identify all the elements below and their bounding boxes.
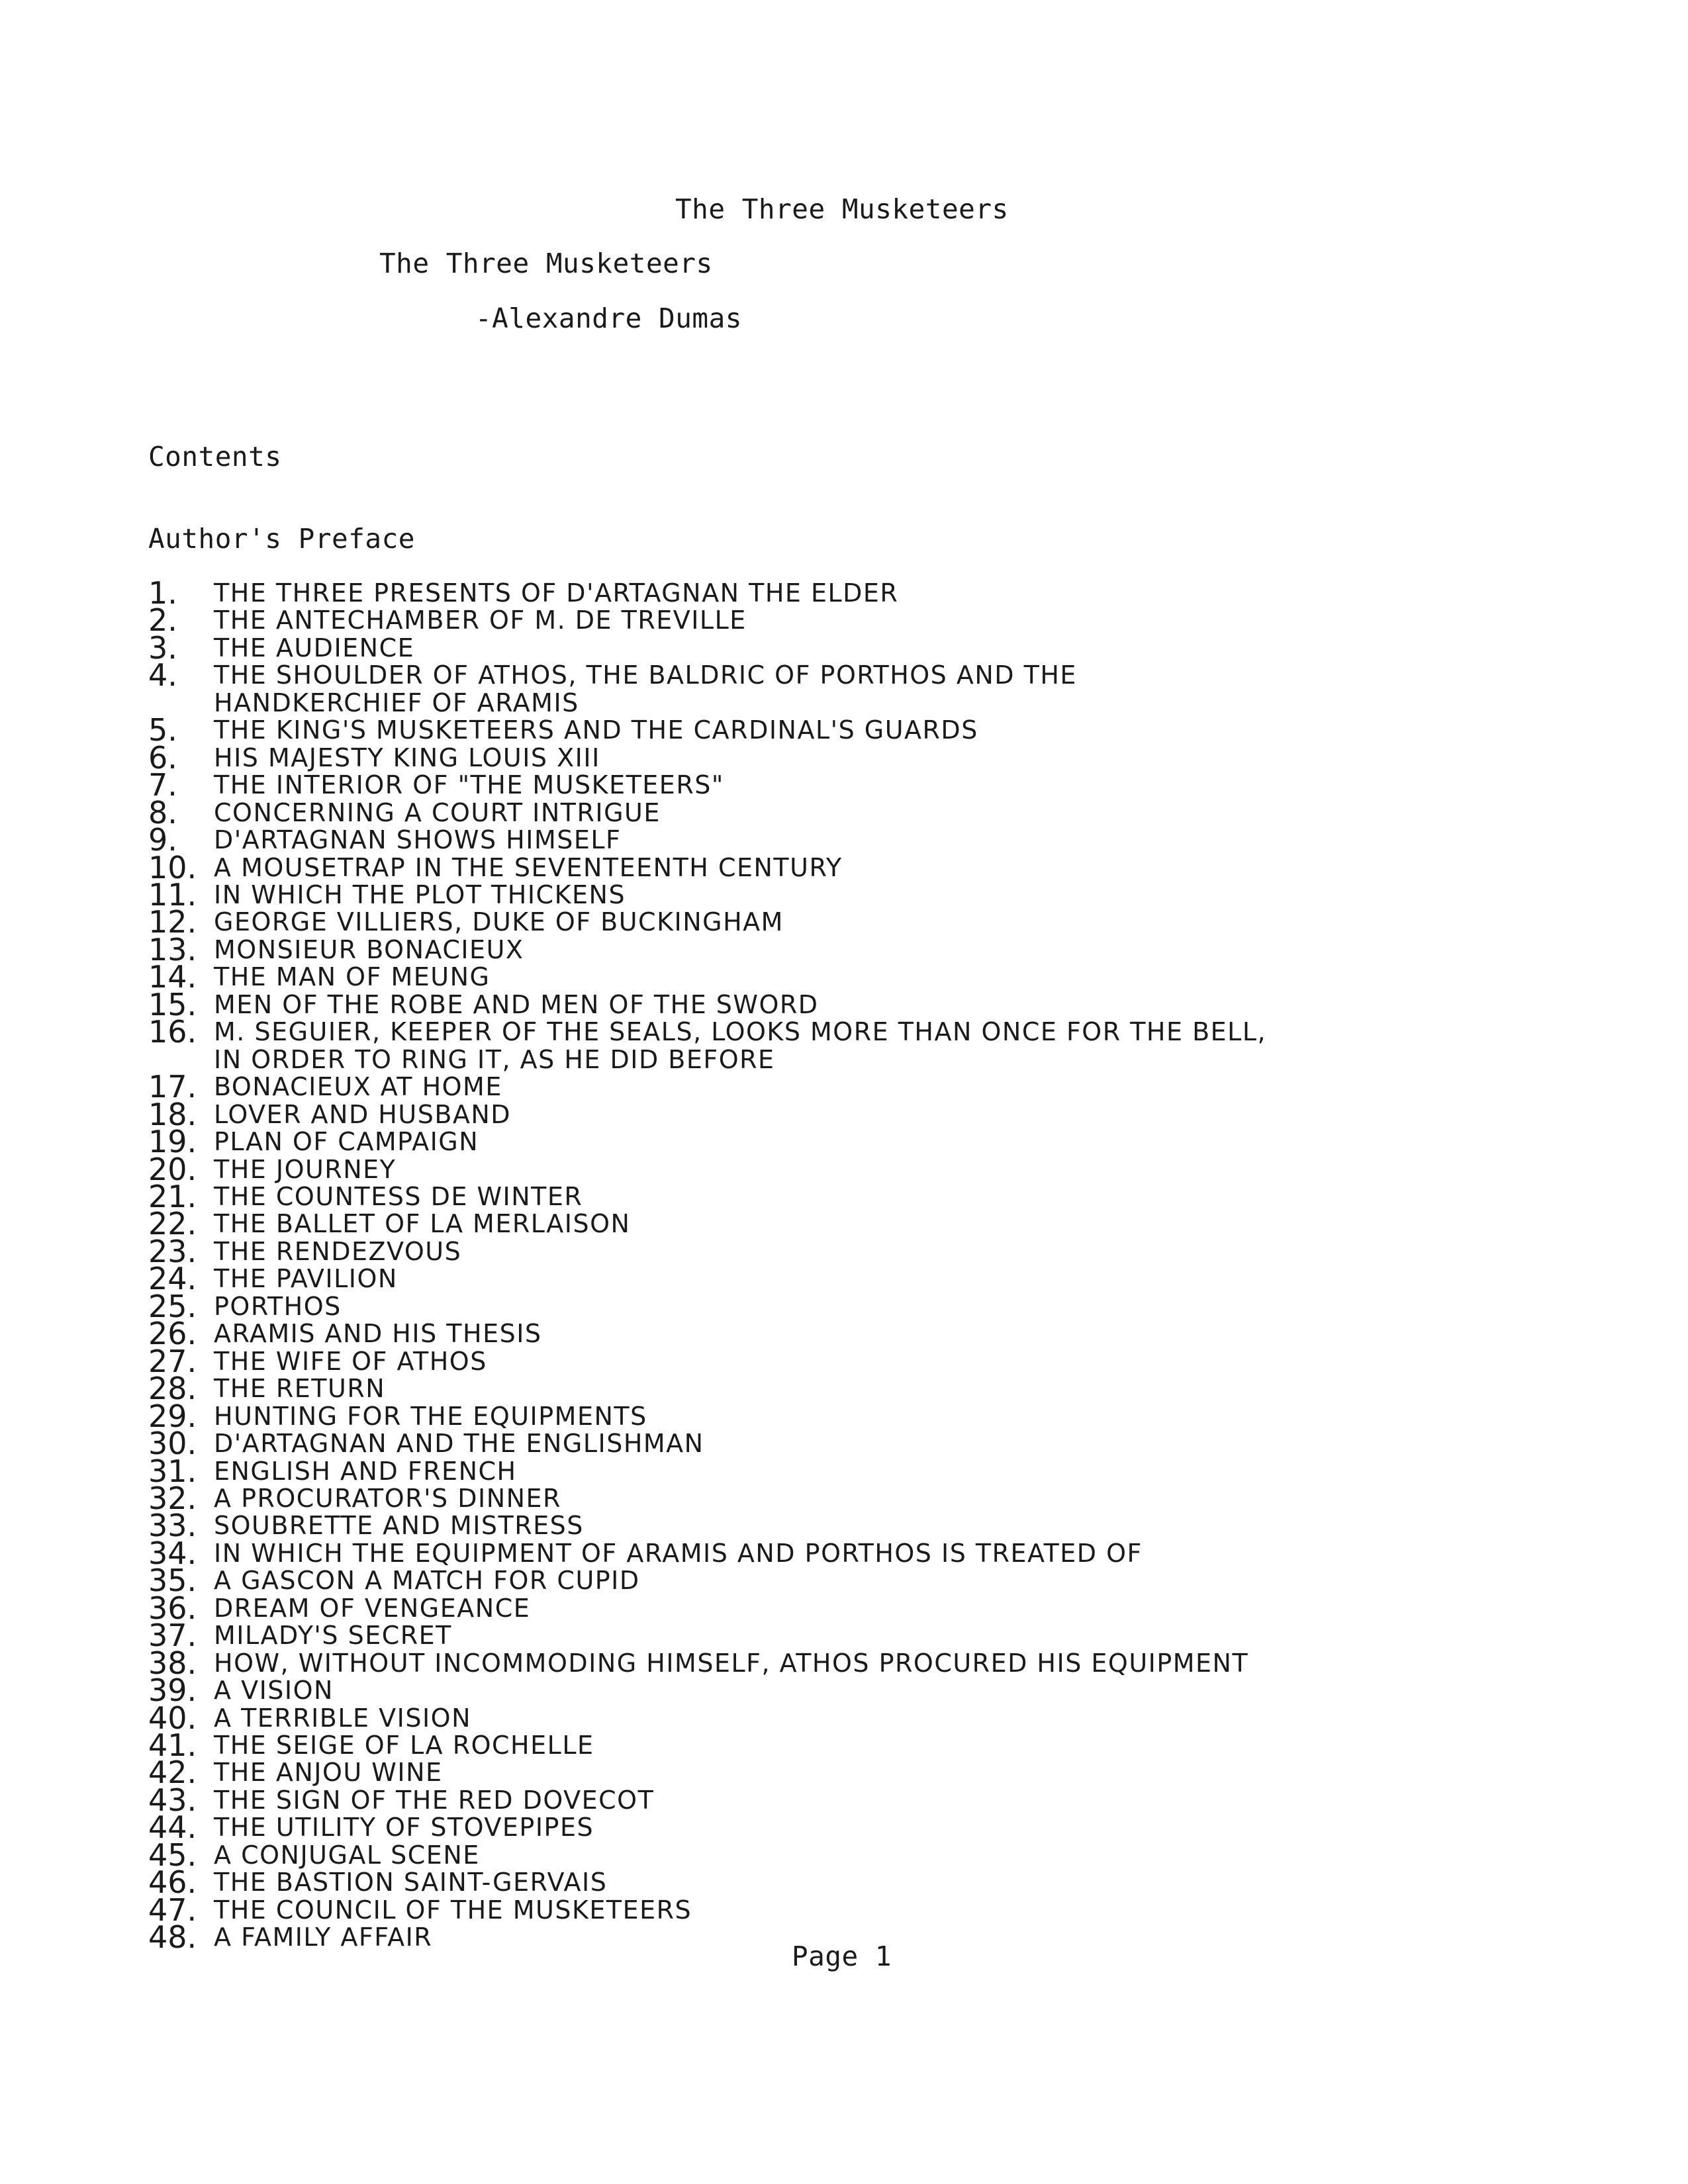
toc-item-title-line: D'ARTAGNAN SHOWS HIMSELF (214, 825, 622, 855)
toc-item-title-line: THE BALLET OF LA MERLAISON (214, 1209, 631, 1239)
toc-item (148, 1672, 1266, 1709)
toc-item-title-line: HUNTING FOR THE EQUIPMENTS (214, 1401, 647, 1431)
toc-item (148, 1371, 1266, 1407)
toc-item-title (214, 772, 724, 799)
toc-item (148, 1837, 1266, 1873)
toc-item-number: 17. (148, 1069, 197, 1105)
toc-item-title-line: THE COUNCIL OF THE MUSKETEERS (214, 1895, 692, 1925)
toc-item-title-line: THE THREE PRESENTS OF D'ARTAGNAN THE ELDER (214, 578, 899, 608)
toc-item-title-line: A FAMILY AFFAIR (214, 1923, 433, 1952)
toc-item-title-line: DREAM OF VENGEANCE (214, 1593, 531, 1623)
toc-item-number: 41. (148, 1727, 197, 1764)
toc-item (148, 876, 1266, 913)
toc-item-number: 28. (148, 1371, 197, 1407)
toc-item-number: 44. (148, 1809, 197, 1846)
toc-item-number: 47. (148, 1891, 197, 1928)
toc-item (148, 1178, 1266, 1214)
toc-item-title (214, 1677, 334, 1704)
toc-item-title-line: THE BASTION SAINT-GERVAIS (214, 1868, 608, 1897)
toc-item-title-line: HANDKERCHIEF OF ARAMIS (214, 688, 579, 717)
toc-item (148, 657, 1266, 717)
toc-item-title (214, 662, 1077, 717)
contents-heading: Contents (148, 441, 282, 473)
toc-item-title-line: PLAN OF CAMPAIGN (214, 1127, 479, 1157)
toc-item-number: 22. (148, 1206, 197, 1242)
toc-item-title-line: ARAMIS AND HIS THESIS (214, 1319, 542, 1349)
toc-item-title-line: THE RENDEZVOUS (214, 1236, 462, 1266)
toc-item-title-line: THE SEIGE OF LA ROCHELLE (214, 1731, 594, 1760)
toc-item-title-line: IN WHICH THE PLOT THICKENS (214, 880, 626, 909)
toc-item-title (214, 1101, 511, 1128)
toc-item (148, 575, 1266, 611)
toc-item-title-line: THE PAVILION (214, 1264, 398, 1294)
toc-item (148, 1617, 1266, 1654)
toc-item (148, 986, 1266, 1023)
toc-item-title (214, 1320, 542, 1347)
toc-item-title (214, 1375, 385, 1402)
toc-item (148, 1563, 1266, 1599)
toc-item-number: 20. (148, 1151, 197, 1187)
toc-item-number: 9. (148, 822, 177, 858)
toc-item-number: 13. (148, 931, 197, 968)
toc-item (148, 1453, 1266, 1489)
toc-item-title-line: A CONJUGAL SCENE (214, 1840, 480, 1870)
toc-item (148, 1096, 1266, 1132)
toc-item-title-line: THE JOURNEY (214, 1154, 397, 1184)
toc-item-title (214, 854, 843, 882)
toc-item-title (214, 1403, 647, 1430)
toc-item-title (214, 1265, 398, 1293)
toc-item-title (214, 1512, 584, 1539)
toc-item (148, 767, 1266, 803)
toc-item-number: 16. (148, 1014, 197, 1050)
toc-item-title (214, 1814, 594, 1841)
toc-item-title-line: THE UTILITY OF STOVEPIPES (214, 1813, 594, 1843)
toc-item-title (214, 909, 784, 936)
toc-item (148, 1590, 1266, 1626)
running-header-title: The Three Musketeers (675, 193, 1009, 225)
toc-item-number: 39. (148, 1672, 197, 1709)
toc-item (148, 1754, 1266, 1791)
toc-item (148, 1316, 1266, 1352)
toc-item-title-line: THE MAN OF MEUNG (214, 962, 491, 992)
toc-item-title-line: MONSIEUR BONACIEUX (214, 934, 524, 964)
toc-item-title-line: THE ANJOU WINE (214, 1758, 443, 1788)
toc-item (148, 1014, 1267, 1074)
toc-item-title-line: HIS MAJESTY KING LOUIS XIII (214, 743, 600, 772)
toc-item (148, 904, 1266, 940)
toc-item-title (214, 1183, 583, 1210)
toc-item-title-line: A MOUSETRAP IN THE SEVENTEENTH CENTURY (214, 852, 843, 882)
toc-item-number: 34. (148, 1535, 197, 1571)
toc-item-number: 38. (148, 1645, 197, 1681)
toc-item-number: 8. (148, 794, 177, 831)
toc-item-title-line: M. SEGUIER, KEEPER OF THE SEALS, LOOKS MORE THAN ONCE FOR THE BELL, (214, 1017, 1267, 1047)
toc-item-title (214, 1787, 654, 1814)
page-number: Page 1 (792, 1940, 892, 1972)
toc-item-number: 3. (148, 629, 177, 666)
toc-item-title-line: MEN OF THE ROBE AND MEN OF THE SWORD (214, 989, 819, 1019)
toc-item-title-line: ENGLISH AND FRENCH (214, 1456, 517, 1486)
toc-item-number: 43. (148, 1782, 197, 1818)
toc-item-title-line: GEORGE VILLIERS, DUKE OF BUCKINGHAM (214, 907, 784, 937)
toc-item-number: 11. (148, 876, 197, 913)
toc-item-title (214, 1128, 479, 1156)
toc-item (148, 1151, 1266, 1187)
toc-item (148, 1645, 1266, 1681)
toc-item-title (214, 799, 661, 827)
toc-item-number: 36. (148, 1590, 197, 1626)
toc-item-title (214, 1238, 461, 1265)
toc-item (148, 1288, 1266, 1324)
toc-item-number: 6. (148, 739, 177, 776)
toc-item-title-line: THE ANTECHAMBER OF M. DE TREVILLE (214, 606, 747, 635)
toc-item-title (214, 1732, 594, 1759)
toc-item-number: 46. (148, 1864, 197, 1901)
toc-item-title (214, 1924, 432, 1951)
toc-item-title (214, 1567, 640, 1594)
toc-item-title (214, 1842, 480, 1869)
toc-item-title (214, 1073, 502, 1101)
toc-item-title (214, 1210, 630, 1238)
toc-item-title-line: D'ARTAGNAN AND THE ENGLISHMAN (214, 1429, 704, 1459)
toc-item-number: 4. (148, 657, 177, 694)
toc-item-title (214, 717, 978, 744)
toc-item (148, 1233, 1266, 1269)
toc-item-title-line: MILADY'S SECRET (214, 1621, 452, 1651)
toc-item (148, 1124, 1266, 1160)
toc-item-title-line: THE AUDIENCE (214, 633, 415, 662)
toc-item (148, 1782, 1266, 1818)
toc-item-title (214, 1759, 443, 1786)
toc-item-number: 27. (148, 1343, 197, 1379)
toc-item (148, 629, 1266, 666)
toc-item (148, 1206, 1266, 1242)
toc-item-title (214, 1650, 1248, 1677)
preface-entry: Author's Preface (148, 523, 415, 555)
toc-item-number: 1. (148, 575, 177, 611)
toc-item-number: 15. (148, 986, 197, 1023)
toc-item-number: 5. (148, 712, 177, 749)
toc-item-number: 31. (148, 1453, 197, 1489)
toc-item (148, 931, 1266, 968)
toc-item-title (214, 635, 414, 662)
toc-item-title-line: A PROCURATOR'S DINNER (214, 1483, 561, 1513)
toc-item-title-line: SOUBRETTE AND MISTRESS (214, 1511, 584, 1541)
toc-item-title-line: THE RETURN (214, 1374, 386, 1404)
toc-item-title-line: THE SHOULDER OF ATHOS, THE BALDRIC OF PORTHOS AND THE (214, 660, 1077, 690)
toc-item (148, 1809, 1266, 1846)
toc-item-title (214, 936, 524, 964)
toc-item (148, 1343, 1266, 1379)
toc-item-title-line: IN ORDER TO RING IT, AS HE DID BEFORE (214, 1044, 775, 1074)
toc-item-number: 23. (148, 1233, 197, 1269)
toc-item-number: 48. (148, 1919, 197, 1956)
toc-item-number: 21. (148, 1178, 197, 1214)
toc-item (148, 1069, 1266, 1105)
toc-item (148, 1398, 1266, 1434)
toc-item (148, 739, 1266, 776)
toc-item (148, 849, 1266, 886)
toc-item-title (214, 1019, 1266, 1073)
toc-item (148, 959, 1266, 995)
toc-item-number: 33. (148, 1508, 197, 1544)
toc-item-title-line: IN WHICH THE EQUIPMENT OF ARAMIS AND PORTHOS IS TREATED OF (214, 1538, 1143, 1568)
toc-item (148, 1535, 1266, 1571)
toc-item-number: 42. (148, 1754, 197, 1791)
toc-item-number: 32. (148, 1480, 197, 1516)
toc-item-number: 26. (148, 1316, 197, 1352)
toc-item-number: 30. (148, 1426, 197, 1462)
toc-item-title (214, 1156, 396, 1183)
toc-item-title (214, 1485, 561, 1512)
toc-item-title (214, 1458, 517, 1485)
toc-item-title (214, 1595, 530, 1622)
toc-item-title-line: THE KING'S MUSKETEERS AND THE CARDINAL'S GUARDS (214, 715, 978, 745)
toc-item-title-line: THE SIGN OF THE RED DOVECOT (214, 1785, 655, 1815)
toc-item (148, 1426, 1266, 1462)
document-title: The Three Musketeers (379, 248, 713, 279)
toc-item-number: 14. (148, 959, 197, 995)
toc-item (148, 1480, 1266, 1516)
toc-item (148, 712, 1266, 749)
document-author: -Alexandre Dumas (475, 302, 742, 334)
toc-item-title (214, 1897, 692, 1924)
toc-item-number: 25. (148, 1288, 197, 1324)
toc-item-title-line: BONACIEUX AT HOME (214, 1072, 502, 1102)
toc-item-title (214, 1540, 1143, 1567)
toc-item-title-line: A GASCON A MATCH FOR CUPID (214, 1566, 640, 1596)
toc-item (148, 1891, 1266, 1928)
toc-item-title (214, 882, 626, 909)
toc-item-number: 12. (148, 904, 197, 940)
toc-item-title (214, 1348, 487, 1375)
toc-item-title (214, 964, 491, 991)
toc-item-title (214, 1705, 471, 1732)
toc-item-number: 24. (148, 1261, 197, 1297)
toc-item-title (214, 745, 600, 772)
toc-item-number: 37. (148, 1617, 197, 1654)
toc-item (148, 794, 1266, 831)
toc-item-number: 2. (148, 602, 177, 639)
toc-item-number: 35. (148, 1563, 197, 1599)
toc-item-title (214, 991, 819, 1019)
toc-item-title-line: PORTHOS (214, 1291, 342, 1321)
toc-item-number: 18. (148, 1096, 197, 1132)
toc-item-number: 7. (148, 767, 177, 803)
toc-item-title (214, 607, 747, 634)
toc-item-number: 19. (148, 1124, 197, 1160)
toc-item (148, 1508, 1266, 1544)
toc-item-title-line: A VISION (214, 1676, 334, 1706)
toc-item-title-line: A TERRIBLE VISION (214, 1703, 472, 1733)
toc-item-title (214, 827, 621, 854)
toc-item-title (214, 1622, 452, 1649)
toc-item-title-line: THE WIFE OF ATHOS (214, 1346, 487, 1376)
toc-item-title-line: LOVER AND HUSBAND (214, 1099, 512, 1129)
toc-item-number: 29. (148, 1398, 197, 1434)
toc-item-title (214, 580, 898, 607)
toc-item-title (214, 1430, 704, 1457)
toc-item-number: 45. (148, 1837, 197, 1873)
toc-item-title (214, 1869, 607, 1896)
toc-item-number: 10. (148, 849, 197, 886)
toc-item (148, 1727, 1266, 1764)
toc-item (148, 1864, 1266, 1901)
toc-item (148, 1700, 1266, 1736)
toc-item-title-line: CONCERNING A COURT INTRIGUE (214, 797, 661, 827)
toc-item-number: 40. (148, 1700, 197, 1736)
toc-item-title-line: THE INTERIOR OF "THE MUSKETEERS" (214, 770, 724, 800)
toc-item (148, 1261, 1266, 1297)
toc-item-title-line: THE COUNTESS DE WINTER (214, 1181, 583, 1211)
toc-item (148, 822, 1266, 858)
toc-item-title-line: HOW, WITHOUT INCOMMODING HIMSELF, ATHOS PROCURED HIS EQUIPMENT (214, 1648, 1249, 1678)
toc-item (148, 602, 1266, 639)
toc-item-title (214, 1293, 342, 1320)
